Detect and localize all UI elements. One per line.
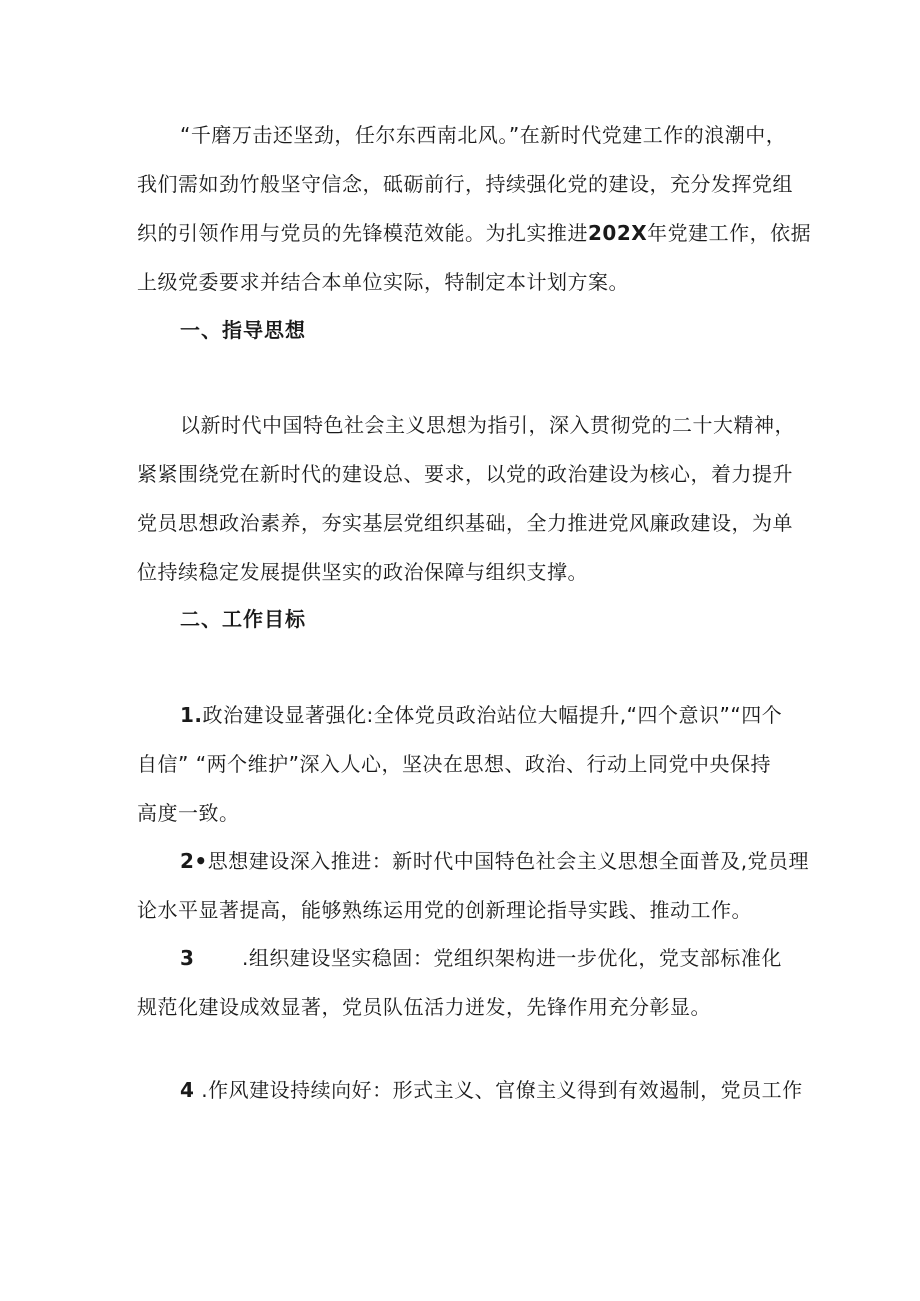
goal-item-4-line-1 xyxy=(180,1076,803,1104)
goal-item-1-line-1 xyxy=(180,701,782,729)
section-1-line-2: 紧紧围绕党在新时代的建设总、要求，以党的政治建设为核心，着力提升 xyxy=(137,462,793,486)
section-1-title: 一、指导思想 xyxy=(180,318,306,342)
goal-item-3-number: 3 xyxy=(180,946,195,970)
section-2-title: 二、工作目标 xyxy=(180,607,306,631)
intro-line-4: 上级党委要求并结合本单位实际，特制定本计划方案。 xyxy=(137,270,629,294)
goal-item-3-line-2: 规范化建设成效显著，党员队伍活力迸发，先锋作用充分彰显。 xyxy=(137,995,711,1019)
goal-item-4-text: .作风建设持续向好：形式主义、官僚主义得到有效遏制，党员工作 xyxy=(194,1078,803,1102)
goal-item-4-number: 4 xyxy=(180,1078,195,1102)
goal-item-2-number: 2• xyxy=(180,849,208,873)
goal-item-2-line-2: 论水平显著提高，能够熟练运用党的创新理论指导实践、推动工作。 xyxy=(137,898,752,922)
goal-item-2-line-1 xyxy=(180,847,809,875)
goal-item-1-line-2: 自信” “两个维护”深入人心，坚决在思想、政治、行动上同党中央保持 xyxy=(137,752,771,776)
intro-line-3-text-a: 织的引领作用与党员的先锋模范效能。为扎实推进 xyxy=(137,221,588,245)
intro-line-3-text-c: 年党建工作，依据 xyxy=(647,221,812,245)
goal-item-1-line-3: 高度一致。 xyxy=(137,801,240,825)
section-1-line-3: 党员思想政治素养，夯实基层党组织基础，全力推进党风廉政建设，为单 xyxy=(137,511,793,535)
intro-line-1: “千磨万击还坚劲，任尔东西南北风。”在新时代党建工作的浪潮中， xyxy=(180,123,787,147)
section-1-line-4: 位持续稳定发展提供坚实的政治保障与组织支撑。 xyxy=(137,560,588,584)
goal-item-3-line-1 xyxy=(180,944,782,972)
goal-item-1-number: 1. xyxy=(180,703,203,727)
intro-line-3 xyxy=(137,219,811,247)
intro-year: 202X xyxy=(588,221,648,245)
intro-line-2: 我们需如劲竹般坚守信念，砥砺前行，持续强化党的建设，充分发挥党组 xyxy=(137,172,793,196)
section-1-line-1: 以新时代中国特色社会主义思想为指引，深入贯彻党的二十大精神， xyxy=(180,413,795,437)
goal-item-1-text: 政治建设显著强化:全体党员政治站位大幅提升,“四个意识”“四个 xyxy=(202,703,783,727)
goal-item-2-text: 思想建设深入推进：新时代中国特色社会主义思想全面普及,党员理 xyxy=(207,849,810,873)
goal-item-3-text: .组织建设坚实稳固：党组织架构进一步优化，党支部标准化 xyxy=(242,946,782,970)
